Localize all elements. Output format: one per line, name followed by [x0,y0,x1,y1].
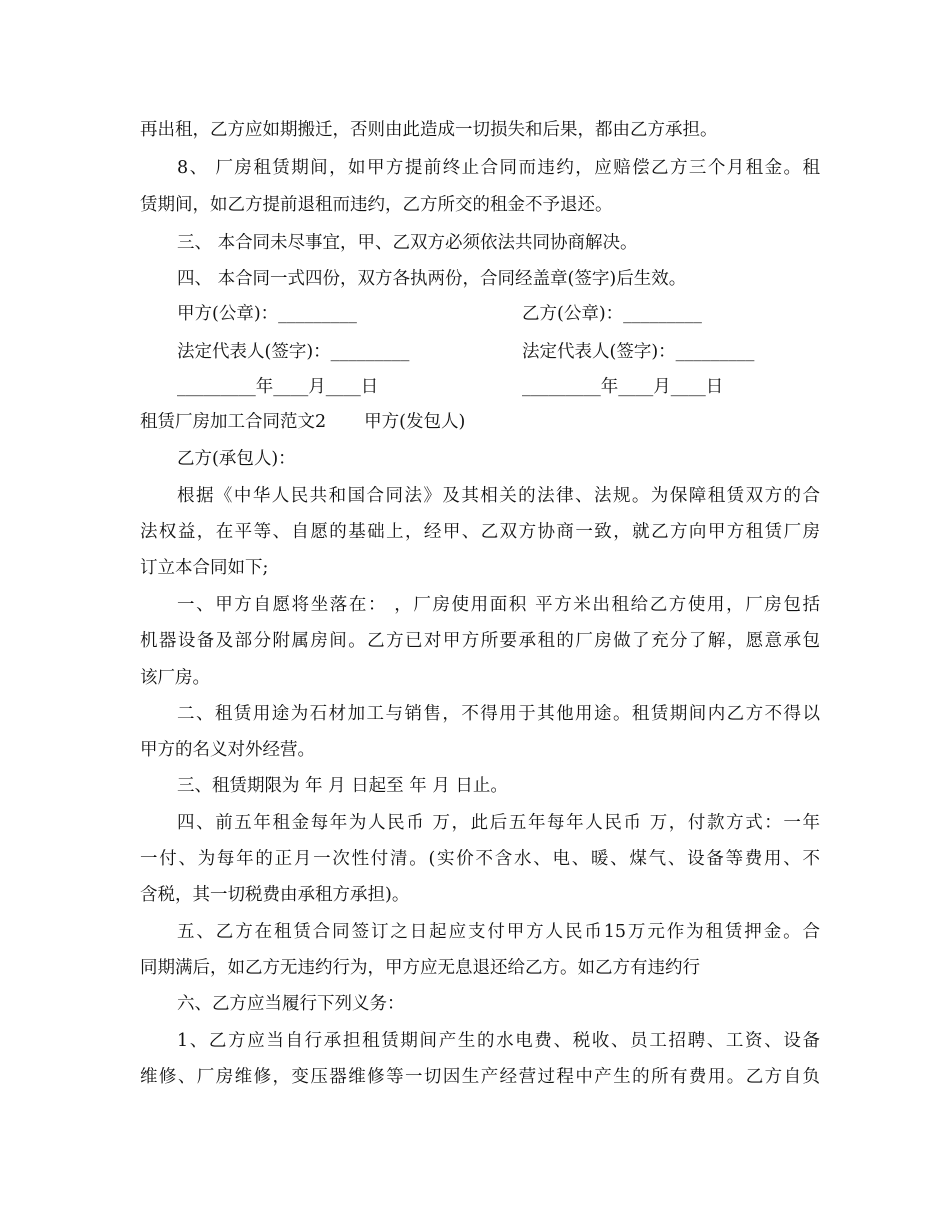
paragraph-line: 一付、为每年的正月一次性付清。(实价不含水、电、暖、煤气、设备等费用、不 [140,849,820,869]
paragraph-line: 一、甲方自愿将坐落在： ，厂房使用面积 平方米出租给乙方使用，厂房包括 [177,595,820,615]
section-title: 租赁厂房加工合同范文2 [140,412,327,432]
party-b-date-field: _________年____月____日 [522,377,724,397]
paragraph-line: 三、 本合同未尽事宜，甲、乙双方必须依法共同协商解决。 [177,233,638,253]
party-a-seal-field: 甲方(公章)：_________ [177,304,357,324]
section-title-line [140,410,820,434]
paragraph-line: 六、乙方应当履行下列义务： [177,994,405,1014]
paragraph-line: 四、 本合同一式四份，双方各执两份，合同经盖章(签字)后生效。 [177,269,687,289]
paragraph-line: 同期满后，如乙方无违约行为，甲方应无息退还给乙方。如乙方有违约行 [140,958,700,978]
paragraph-line: 含税，其一切税费由承租方承担)。 [140,885,410,905]
party-b-seal-field: 乙方(公章)：_________ [522,304,702,324]
paragraph-line: 三、租赁期限为 年 月 日起至 年 月 日止。 [177,776,508,796]
paragraph-line: 四、前五年租金每年为人民币 万，此后五年每年人民币 万，付款方式：一年 [177,813,820,833]
party-a-date-field: _________年____月____日 [177,377,379,397]
paragraph-line: 维修、厂房维修，变压器维修等一切因生产经营过程中产生的所有费用。乙方自负 [140,1067,820,1087]
party-b-label: 乙方(承包人)： [177,449,296,469]
paragraph-line: 法权益，在平等、自愿的基础上，经甲、乙双方协商一致，就乙方向甲方租赁厂房 [140,522,820,542]
paragraph-line: 五、乙方在租赁合同签订之日起应支付甲方人民币15万元作为租赁押金。合 [177,922,820,942]
party-a-representative-field: 法定代表人(签字)：_________ [177,342,410,362]
paragraph-line: 甲方的名义对外经营。 [140,740,315,760]
paragraph-line: 8、 厂房租赁期间，如甲方提前终止合同而违约，应赔偿乙方三个月租金。租 [177,158,820,178]
paragraph-line: 根据《中华人民共和国合同法》及其相关的法律、法规。为保障租赁双方的合 [177,486,820,506]
party-a-label: 甲方(发包人) [364,412,466,432]
party-b-representative-field: 法定代表人(签字)：_________ [522,342,755,362]
paragraph-line: 1、乙方应当自行承担租赁期间产生的水电费、税收、员工招聘、工资、设备 [177,1031,820,1051]
paragraph-line: 机器设备及部分附属房间。乙方已对甲方所要承租的厂房做了充分了解，愿意承包 [140,631,820,651]
paragraph-line: 赁期间，如乙方提前退租而违约，乙方所交的租金不予退还。 [140,195,613,215]
paragraph-line: 再出租，乙方应如期搬迁，否则由此造成一切损失和后果，都由乙方承担。 [140,120,718,140]
paragraph-line: 二、租赁用途为石材加工与销售，不得用于其他用途。租赁期间内乙方不得以 [177,704,820,724]
paragraph-line: 订立本合同如下; [140,558,269,578]
paragraph-line: 该厂房。 [140,668,210,688]
